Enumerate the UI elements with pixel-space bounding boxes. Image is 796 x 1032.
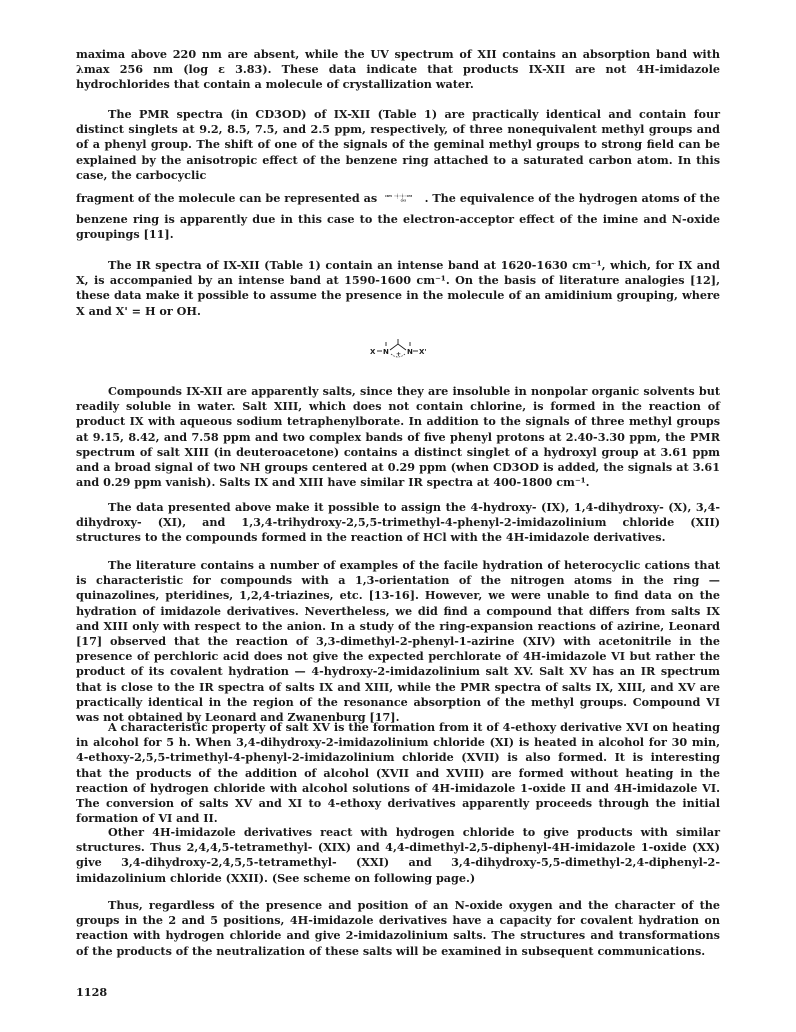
paragraph-pmr-spectra: The PMR spectra (in CD3OD) of IX-XII (Table 1) are practically identical and contain four distinct singlets at 9.2, 8.5, 7.5, and 2.5 ppm, respectively, of three nonequivalent methyl groups and of a phenyl group. The shift of one of the signals of the geminal methyl groups to strong field can be explained by the anisotropic effect of the benzene ring attached to a saturated carbon atom. In this case, the carbocyclic [76, 107, 720, 182]
fragment-bottom-group: CH3 [400, 199, 407, 203]
fragment-formula-lead: fragment of the molecule can be represented as [76, 190, 378, 205]
paragraph-conclusion: Thus, regardless of the presence and position of an N-oxide oxygen and the character of the groups in the 2 and 5 positions, 4H-imidazole derivatives have a capacity for covalent hydration on reaction with hydrogen chloride and give 2-imidazolinium salts. The structures and transformations of the products of the neutralization of these salts will be examined in subsequent communications. [76, 898, 720, 958]
amidinium-left-nitrogen: N [383, 348, 389, 356]
paragraph-uv-spectrum: maxima above 220 nm are absent, while the UV spectrum of XII contains an absorption band with λmax 256 nm (log ε 3.83). These data indicate that products IX-XII are not 4H-imidazole hydrochlorides that contain a molecule of crystallization water. [76, 47, 720, 92]
amidinium-grouping-structure [368, 338, 438, 366]
amidinium-left-substituent: X [370, 348, 376, 356]
paragraph-salts: Compounds IX-XII are apparently salts, since they are insoluble in nonpolar organic solvents but readily soluble in water. Salt XIII, which does not contain chlorine, is formed in the reaction of product IX with aqueous sodium tetraphenylborate. In addition to the signals of three methyl groups at 9.15, 8.42, and 7.58 ppm and two complex bands of five phenyl protons at 2.40-3.30 ppm, the PMR spectrum of salt XIII (in deuteroacetone) contains a distinct singlet of a hydroxyl group at 3.61 ppm and a broad signal of two NH groups centered at 0.29 ppm (when CD3OD is added, the signals at 3.61 and 0.29 ppm vanish). Salts IX and XIII have similar IR spectra at 400-1800 cm⁻¹. [76, 384, 720, 490]
fragment-right-group: CH3 [406, 194, 413, 198]
fragment-formula-line [76, 183, 720, 213]
paragraph-ir-spectra: The IR spectra of IX-XII (Table 1) contain an intense band at 1620-1630 cm⁻¹, which, for IX and X, is accompanied by an intense band at 1590-1600 cm⁻¹. On the basis of literature analogies [12], these data make it possible to assume the presence in the molecule of an amidinium grouping, where X and X' = H or OH. [76, 258, 720, 318]
fragment-formula-tail: . The equivalence of the hydrogen atoms of the [424, 190, 720, 205]
amidinium-right-substituent: X' [419, 348, 427, 356]
paragraph-ethoxy-derivative: A characteristic property of salt XV is the formation from it of 4-ethoxy derivative XVI on heating in alcohol for 5 h. When 3,4-dihydroxy-2-imidazolinium chloride (XI) is heated in alcohol for 30 min, 4-ethoxy-2,5,5-trimethyl-4-phenyl-2-imidazolinium chloride (XVII) is also formed. It is interesting that the products of the addition of alcohol (XVII and XVIII) are formed without heating in the reaction of hydrogen chloride with alcohol solutions of 4H-imidazole 1-oxide II and 4H-imidazole VI. The conversion of salts XV and XI to 4-ethoxy derivatives apparently proceeds through the initial formation of VI and II. [76, 720, 720, 826]
fragment-left-group: C6H5 [385, 194, 393, 198]
paragraph-structure-assignment: The data presented above make it possible to assign the 4-hydroxy- (IX), 1,4-dihydroxy- (X), 3,4-dihydroxy- (XI), and 1,3,4-trihydroxy-2,5,5-trimethyl-4-phenyl-2-imidazolinium chloride (XII) structures to the compounds formed in the reaction of HCl with the 4H-imidazole derivatives. [76, 500, 720, 545]
paragraph-benzene-ring: benzene ring is apparently due in this case to the electron-acceptor effect of the imine and N-oxide groupings [11]. [76, 212, 720, 242]
carbocyclic-fragment-structure [385, 183, 418, 213]
paragraph-other-derivatives: Other 4H-imidazole derivatives react with hydrogen chloride to give products with similar structures. Thus 2,4,4,5-tetramethyl- (XIX) and 4,4-dimethyl-2,5-diphenyl-4H-imidazole 1-oxide (XX) give 3,4-dihydroxy-2,4,5,5-tetramethyl- (XXI) and 3,4-dihydroxy-5,5-dimethyl-2,4-diphenyl-2-imidazolinium chloride (XXII). (See scheme on following page.) [76, 825, 720, 885]
paragraph-literature-hydration: The literature contains a number of examples of the facile hydration of heterocyclic cations that is characteristic for compounds with a 1,3-orientation of the nitrogen atoms in the ring — quinazolines, pteridines, 1,2,4-triazines, etc. [13-16]. However, we were unable to find data on the hydration of imidazole derivatives. Nevertheless, we did find a compound that differs from salts IX and XIII only with respect to the anion. In a study of the ring-expansion reactions of azirine, Leonard [17] observed that the reaction of 3,3-dimethyl-2-phenyl-1-azirine (XIV) with acetonitrile in the presence of perchloric acid does not give the expected perchlorate of 4H-imidazole VI but rather the product of its covalent hydration — 4-hydroxy-2-imidazolinium salt XV. Salt XV has an IR spectrum that is close to the IR spectra of salts IX and XIII, while the PMR spectra of salts IX, XIII, and XV are practically identical in the region of the resonance absorption of the methyl groups. Compound VI was not obtained by Leonard and Zwanenburg [17]. [76, 558, 720, 725]
amidinium-right-nitrogen: N [407, 348, 413, 356]
amidinium-charge: + [396, 351, 402, 358]
fragment-center-atom-2: C [401, 194, 404, 198]
fragment-center-atom-1: C [396, 194, 399, 198]
page-number: 1128 [76, 985, 108, 999]
